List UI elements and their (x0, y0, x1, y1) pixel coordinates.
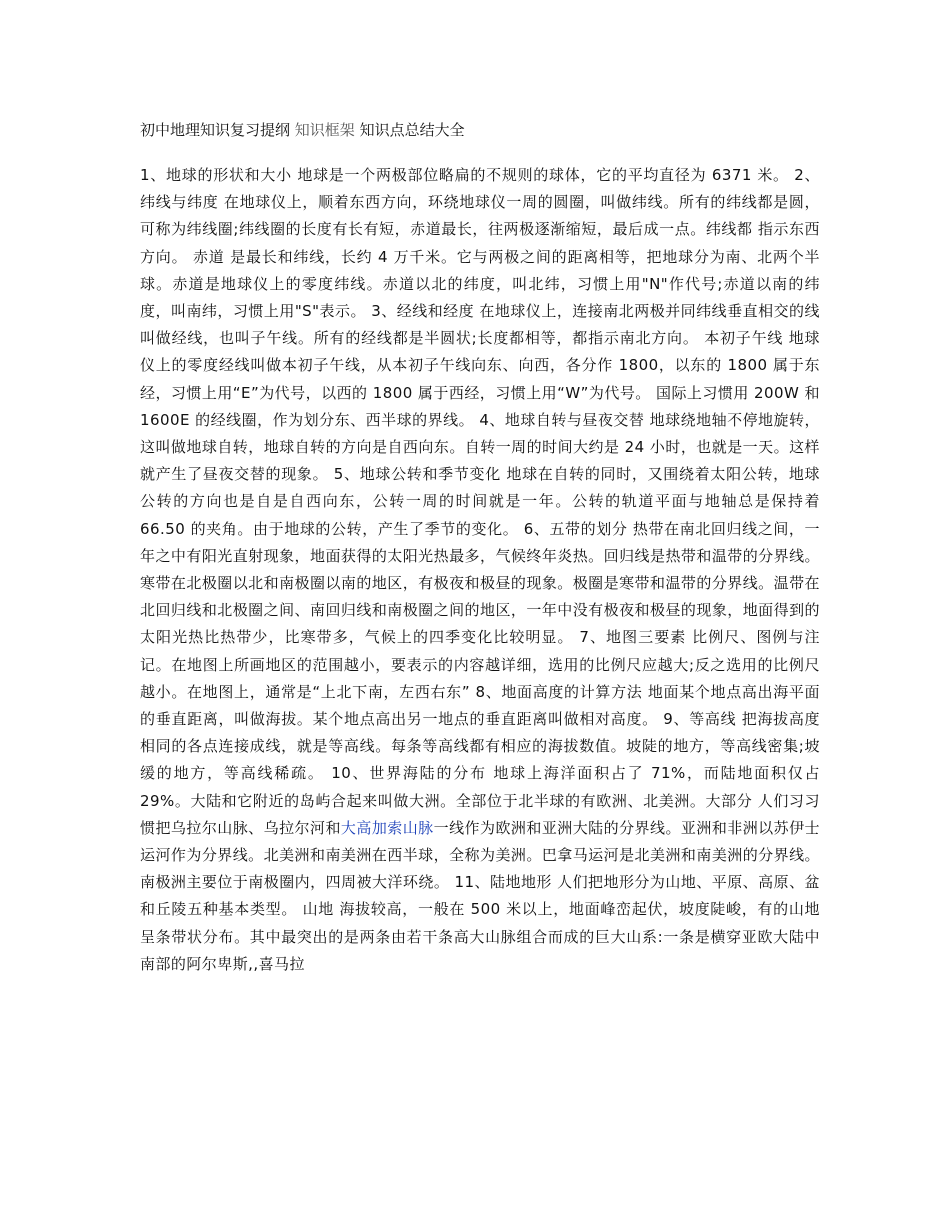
document-title (140, 118, 820, 142)
body-text-part1: 1、地球的形状和大小 地球是一个两极部位略扁的不规则的球体，它的平均直径为 6371 米。 2、纬线与纬度 在地球仪上，顺着东西方向，环绕地球仪一周的圆圈，叫做纬线。所有的纬线都是圆，可称为纬线圈;纬线圈的长度有长有短，赤道最长，往两极逐渐缩短，最后成一点。纬线都 指示东西方向。 赤道 是最长和纬线，长约 4 万千米。它与两极之间的距离相等，把地球分为南、北两个半球。赤道是地球仪上的零度纬线。赤道以北的纬度，叫北纬，习惯上用"N"作代号;赤道以南的纬度，叫南纬，习惯上用"S"表示。 3、经线和经度 在地球仪上，连接南北两极并同纬线垂直相交的线叫做经线，也叫子午线。所有的经线都是半圆状;长度都相等，都指示南北方向。 本初子午线 地球仪上的零度经线叫做本初子午线，从本初子午线向东、向西，各分作 1800，以东的 1800 属于东经，习惯上用“E”为代号，以西的 1800 属于西经，习惯上用“W”为代号。 国际上习惯用 200W 和 1600E 的经线圈，作为划分东、西半球的界线。 4、地球自转与昼夜交替 地球绕地轴不停地旋转，这叫做地球自转，地球自转的方向是自西向东。自转一周的时间大约是 24 小时，也就是一天。这样就产生了昼夜交替的现象。 5、地球公转和季节变化 地球在自转的同时，又围绕着太阳公转，地球公转的方向也是自是自西向东，公转一周的时间就是一年。公转的轨道平面与地轴总是保持着 66.50 的夹角。由于地球的公转，产生了季节的变化。 6、五带的划分 热带在南北回归线之间，一年之中有阳光直射现象，地面获得的太阳光热最多，气候终年炎热。回归线是热带和温带的分界线。 寒带在北极圈以北和南极圈以南的地区，有极夜和极昼的现象。极圈是寒带和温带的分界线。温带在北回归线和北极圈之间、南回归线和南极圈之间的地区，一年中没有极夜和极昼的现象，地面得到的太阳光热比热带少，比寒带多，气候上的四季变化比较明显。 7、地图三要素 比例尺、图例与注记。在地图上所画地区的范围越小，要表示的内容越详细，选用的比例尺应越大;反之选用的比例尺越小。在地图上，通常是“上北下南，左西右东” 8、地面高度的计算方法 地面某个地点高出海平面的垂直距离，叫做海拔。某个地点高出另一地点的垂直距离叫做相对高度。 9、等高线 把海拔高度相同的各点连接成线，就是等高线。每条等高线都有相应的海拔数值。坡陡的地方，等高线密集;坡缓的地方，等高线稀疏。 10、世界海陆的分布 地球上海洋面积占了 71%，而陆地面积仅占 29%。大陆和它附近的岛屿合起来叫做大洲。全部位于北半球的有欧洲、北美洲。大部分 人们习习惯把乌拉尔山脉、乌拉尔河和 (140, 166, 820, 837)
title-keyword-framework: 知识框架 (294, 121, 355, 139)
caucasus-mountains-link[interactable]: 大高加索山脉 (340, 818, 434, 837)
document-body (140, 162, 820, 978)
title-main: 初中地理知识复习提纲 (140, 121, 291, 139)
body-text-part2: 一线作为欧洲和亚洲大陆的分界线。亚洲和非洲以苏伊士运河作为分界线。北美洲和南美洲在西半球，全称为美洲。巴拿马运河是北美洲和南美洲的分界线。南极洲主要位于南极圈内，四周被大洋环绕。 11、陆地地形 人们把地形分为山地、平原、高原、盆和丘陵五种基本类型。 山地 海拔较高，一般在 500 米以上，地面峰峦起伏，坡度陡峻，有的山地呈条带状分布。其中最突出的是两条由若干条高大山脉组合而成的巨大山系:一条是横穿亚欧大陆中南部的阿尔卑斯,,喜马拉 (140, 818, 820, 973)
document-page (140, 118, 820, 978)
title-keyword-summary: 知识点总结大全 (359, 121, 465, 139)
